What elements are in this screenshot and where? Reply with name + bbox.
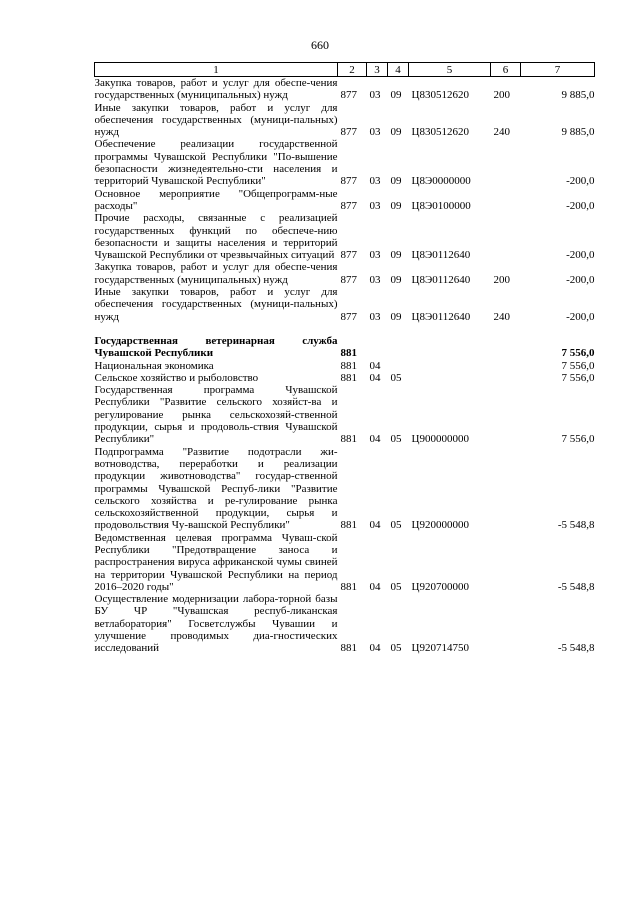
ministry-code-cell: 877 (340, 310, 357, 323)
subsection-code-cell: 09 (390, 199, 402, 212)
item-name-cell: Национальная экономика (94, 359, 214, 372)
amount-cell: -5 548,8 (557, 580, 595, 593)
section-code-cell: 03 (369, 175, 381, 188)
spacer-row (95, 323, 595, 335)
target-article-code-cell: Ц920000000 (411, 519, 469, 532)
expense-type-code-cell (491, 446, 521, 532)
subsection-code-cell (388, 335, 409, 360)
amount-cell: -5 548,8 (557, 642, 595, 655)
ministry-code-cell: 877 (340, 175, 357, 188)
ministry-code-cell: 881 (340, 642, 357, 655)
expense-type-code-cell: 240 (493, 310, 510, 323)
subsection-code-cell: 05 (390, 433, 402, 446)
table-row (95, 261, 595, 286)
target-article-code-cell: Ц920700000 (411, 580, 469, 593)
amount-cell: 7 556,0 (561, 433, 595, 446)
expense-type-code-cell (491, 360, 521, 372)
ministry-code-cell: 881 (340, 347, 357, 360)
subsection-code-cell: 09 (390, 126, 402, 139)
item-name-cell: Ведомственная целевая программа Чуваш-ской Республики "Предотвращение заноса и распространения вируса африканской чумы свиней на территории Чувашской Республики на период 2016–2020 годы" (94, 531, 338, 593)
amount-cell: 7 556,0 (561, 359, 595, 372)
expense-type-code-cell: 200 (493, 273, 510, 286)
item-name-cell: Сельское хозяйство и рыболовство (94, 371, 259, 384)
table-row (95, 593, 595, 654)
ministry-code-cell: 881 (340, 359, 357, 372)
item-name-cell: Закупка товаров, работ и услуг для обеспе-чения государственных (муниципальных) нужд (94, 261, 338, 286)
table-row (95, 77, 595, 102)
ministry-code-cell: 877 (340, 273, 357, 286)
table-row (95, 102, 595, 139)
item-name-cell: Иные закупки товаров, работ и услуг для обеспечения государственных (муници-пальных) нужд (94, 101, 338, 139)
section-code-cell: 04 (369, 580, 381, 593)
section-code-cell (367, 335, 388, 360)
expense-type-code-cell: 240 (493, 126, 510, 139)
target-article-code-cell: Ц8Э0112640 (411, 310, 471, 323)
target-article-code-cell: Ц8Э0112640 (411, 249, 471, 262)
amount-cell: -200,0 (566, 199, 595, 212)
section-code-cell: 04 (369, 433, 381, 446)
section-code-cell: 03 (369, 89, 381, 102)
table-row (95, 360, 595, 372)
amount-cell: -200,0 (566, 249, 595, 262)
section-code-cell: 03 (369, 199, 381, 212)
subsection-code-cell: 09 (390, 89, 402, 102)
ministry-code-cell: 881 (340, 580, 357, 593)
amount-cell: -200,0 (566, 175, 595, 188)
column-header: 2 (338, 63, 367, 77)
expense-type-code-cell (491, 593, 521, 654)
ministry-code-cell: 877 (340, 249, 357, 262)
column-header: 6 (491, 63, 521, 77)
subsection-code-cell: 09 (390, 273, 402, 286)
target-article-code-cell (409, 335, 491, 360)
expense-type-code-cell: 200 (493, 89, 510, 102)
section-code-cell: 04 (369, 359, 381, 372)
subsection-code-cell: 05 (390, 519, 402, 532)
ministry-code-cell: 877 (340, 126, 357, 139)
item-name-cell: Государственная ветеринарная служба Чувашской Республики (94, 334, 338, 360)
subsection-code-cell: 09 (390, 249, 402, 262)
target-article-code-cell: Ц830512620 (411, 89, 469, 102)
amount-cell: 9 885,0 (561, 89, 595, 102)
item-name-cell: Прочие расходы, связанные с реализацией государственных функций по обеспече-нию безопасности и защиты населения и территорий Чувашской Республики от чрезвычайных ситуаций (94, 212, 338, 262)
spacer-cell (95, 323, 595, 335)
table-row (95, 138, 595, 187)
item-name-cell: Обеспечение реализации государственной программы Чувашской Республики "По-вышение безопасности жизнедеятельно-сти населения и территорий Чувашской Республики" (94, 138, 338, 188)
table-row (95, 384, 595, 445)
subsection-code-cell: 09 (390, 175, 402, 188)
section-code-cell: 03 (369, 310, 381, 323)
target-article-code-cell: Ц900000000 (411, 433, 469, 446)
expense-type-code-cell (491, 532, 521, 593)
column-header: 7 (521, 63, 595, 77)
column-header: 1 (95, 63, 338, 77)
expense-type-code-cell (491, 384, 521, 445)
item-name-cell: Осуществление модернизации лабора-торной базы БУ ЧР "Чувашская респуб-ликанская ветлаборатория" Госветслужбы Чувашии и улучшение проводимых диа-гностических исследований (94, 593, 338, 655)
ministry-code-cell: 881 (340, 433, 357, 446)
column-header: 4 (388, 63, 409, 77)
target-article-code-cell: Ц830512620 (411, 126, 469, 139)
amount-cell: 7 556,0 (561, 371, 595, 384)
column-header: 3 (367, 63, 388, 77)
subsection-code-cell: 05 (390, 642, 402, 655)
ministry-code-cell: 881 (340, 519, 357, 532)
subsection-code-cell: 05 (390, 580, 402, 593)
table-row (95, 372, 595, 384)
expense-type-code-cell (491, 212, 521, 261)
item-name-cell: Закупка товаров, работ и услуг для обеспе-чения государственных (муниципальных) нужд (94, 77, 338, 102)
section-code-cell: 03 (369, 126, 381, 139)
subsection-code-cell: 05 (390, 371, 402, 384)
table-row (95, 446, 595, 532)
expense-type-code-cell (491, 138, 521, 187)
target-article-code-cell: Ц8Э0100000 (411, 199, 471, 212)
column-header: 5 (409, 63, 491, 77)
page-number: 660 (311, 38, 329, 52)
section-code-cell: 04 (369, 642, 381, 655)
table-row (95, 335, 595, 360)
ministry-code-cell: 881 (340, 371, 357, 384)
expense-type-code-cell (491, 188, 521, 213)
amount-cell: -5 548,8 (557, 519, 595, 532)
target-article-code-cell: Ц8Э0112640 (411, 273, 471, 286)
target-article-code-cell: Ц8Э0000000 (411, 175, 471, 188)
target-article-code-cell (409, 372, 491, 384)
expense-type-code-cell (491, 372, 521, 384)
item-name-cell: Подпрограмма "Развитие подотрасли жи-вотноводства, переработки и реализации продукции животноводства" государ-ственной программы Чувашской Респуб-лики "Развитие сельского хозяйства и ре-гулирование рынка сельскохозяйственной продукции, сырья и продовольствия Чу-вашской Республики" (94, 445, 338, 532)
ministry-code-cell: 877 (340, 199, 357, 212)
amount-cell: 7 556,0 (561, 347, 595, 360)
section-code-cell: 03 (369, 273, 381, 286)
section-code-cell: 03 (369, 249, 381, 262)
subsection-code-cell (388, 360, 409, 372)
ministry-code-cell: 877 (340, 89, 357, 102)
table-row (95, 286, 595, 323)
section-code-cell: 04 (369, 371, 381, 384)
subsection-code-cell: 09 (390, 310, 402, 323)
item-name-cell: Основное мероприятие "Общепрограмм-ные расходы" (94, 187, 338, 212)
table-body (95, 77, 595, 655)
expense-type-code-cell (491, 335, 521, 360)
budget-table (94, 62, 595, 655)
target-article-code-cell (409, 360, 491, 372)
amount-cell: 9 885,0 (561, 126, 595, 139)
item-name-cell: Государственная программа Чувашской Республики "Развитие сельского хозяйст-ва и регулирование рынка сельскохозяй-ственной продукции, сырья и продоволь-ствия Чувашской Республики" (94, 384, 338, 446)
amount-cell: -200,0 (566, 273, 595, 286)
section-code-cell: 04 (369, 519, 381, 532)
amount-cell: -200,0 (566, 310, 595, 323)
table-row (95, 212, 595, 261)
table-row (95, 188, 595, 213)
item-name-cell: Иные закупки товаров, работ и услуг для обеспечения государственных (муници-пальных) нужд (94, 286, 338, 323)
table-row (95, 532, 595, 593)
column-number-row (95, 63, 595, 77)
target-article-code-cell: Ц920714750 (411, 642, 469, 655)
